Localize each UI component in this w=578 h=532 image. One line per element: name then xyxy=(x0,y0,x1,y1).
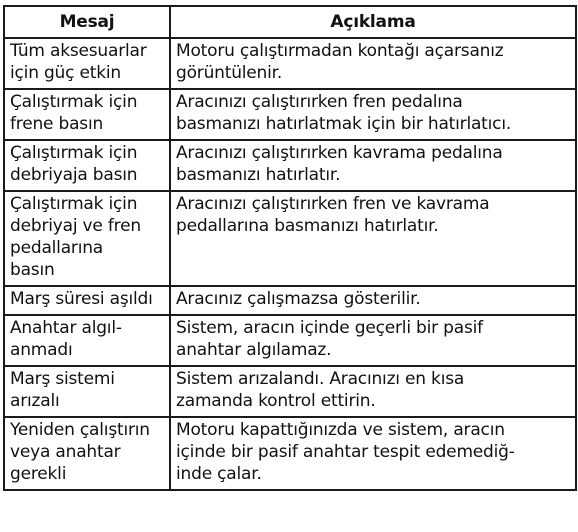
description-cell: Aracınızı çalıştırırken kavrama pedalına basmanızı hatırlatır. xyxy=(170,140,576,191)
description-cell: Aracınız çalışmazsa gösterilir. xyxy=(170,286,576,315)
message-cell: Çalıştırmak için frene basın xyxy=(4,89,170,140)
table-row xyxy=(4,38,576,89)
header-description: Açıklama xyxy=(170,6,576,38)
message-cell: Anahtar algıl- anmadı xyxy=(4,315,170,366)
description-cell: Motoru çalıştırmadan kontağı açarsanız görüntülenir. xyxy=(170,38,576,89)
table-row xyxy=(4,191,576,286)
description-cell: Sistem, aracın içinde geçerli bir pasif anahtar algılamaz. xyxy=(170,315,576,366)
table-row xyxy=(4,366,576,417)
table-header-row xyxy=(4,6,576,38)
message-cell: Marş sistemi arızalı xyxy=(4,366,170,417)
table-row xyxy=(4,89,576,140)
message-cell: Tüm aksesuarlar için güç etkin xyxy=(4,38,170,89)
description-cell: Motoru kapattığınızda ve sistem, aracın içinde bir pasif anahtar tespit edemediğ- inde çalar. xyxy=(170,417,576,490)
description-cell: Aracınızı çalıştırırken fren pedalına basmanızı hatırlatmak için bir hatırlatıcı. xyxy=(170,89,576,140)
description-cell: Sistem arızalandı. Aracınızı en kısa zamanda kontrol ettirin. xyxy=(170,366,576,417)
table-row xyxy=(4,417,576,490)
message-cell: Çalıştırmak için debriyaj ve fren pedallarına basın xyxy=(4,191,170,286)
message-cell: Marş süresi aşıldı xyxy=(4,286,170,315)
message-table xyxy=(3,5,577,491)
message-cell: Çalıştırmak için debriyaja basın xyxy=(4,140,170,191)
message-cell: Yeniden çalıştırın veya anahtar gerekli xyxy=(4,417,170,490)
table-row xyxy=(4,286,576,315)
description-cell: Aracınızı çalıştırırken fren ve kavrama pedallarına basmanızı hatırlatır. xyxy=(170,191,576,286)
table-row xyxy=(4,140,576,191)
header-message: Mesaj xyxy=(4,6,170,38)
table-row xyxy=(4,315,576,366)
